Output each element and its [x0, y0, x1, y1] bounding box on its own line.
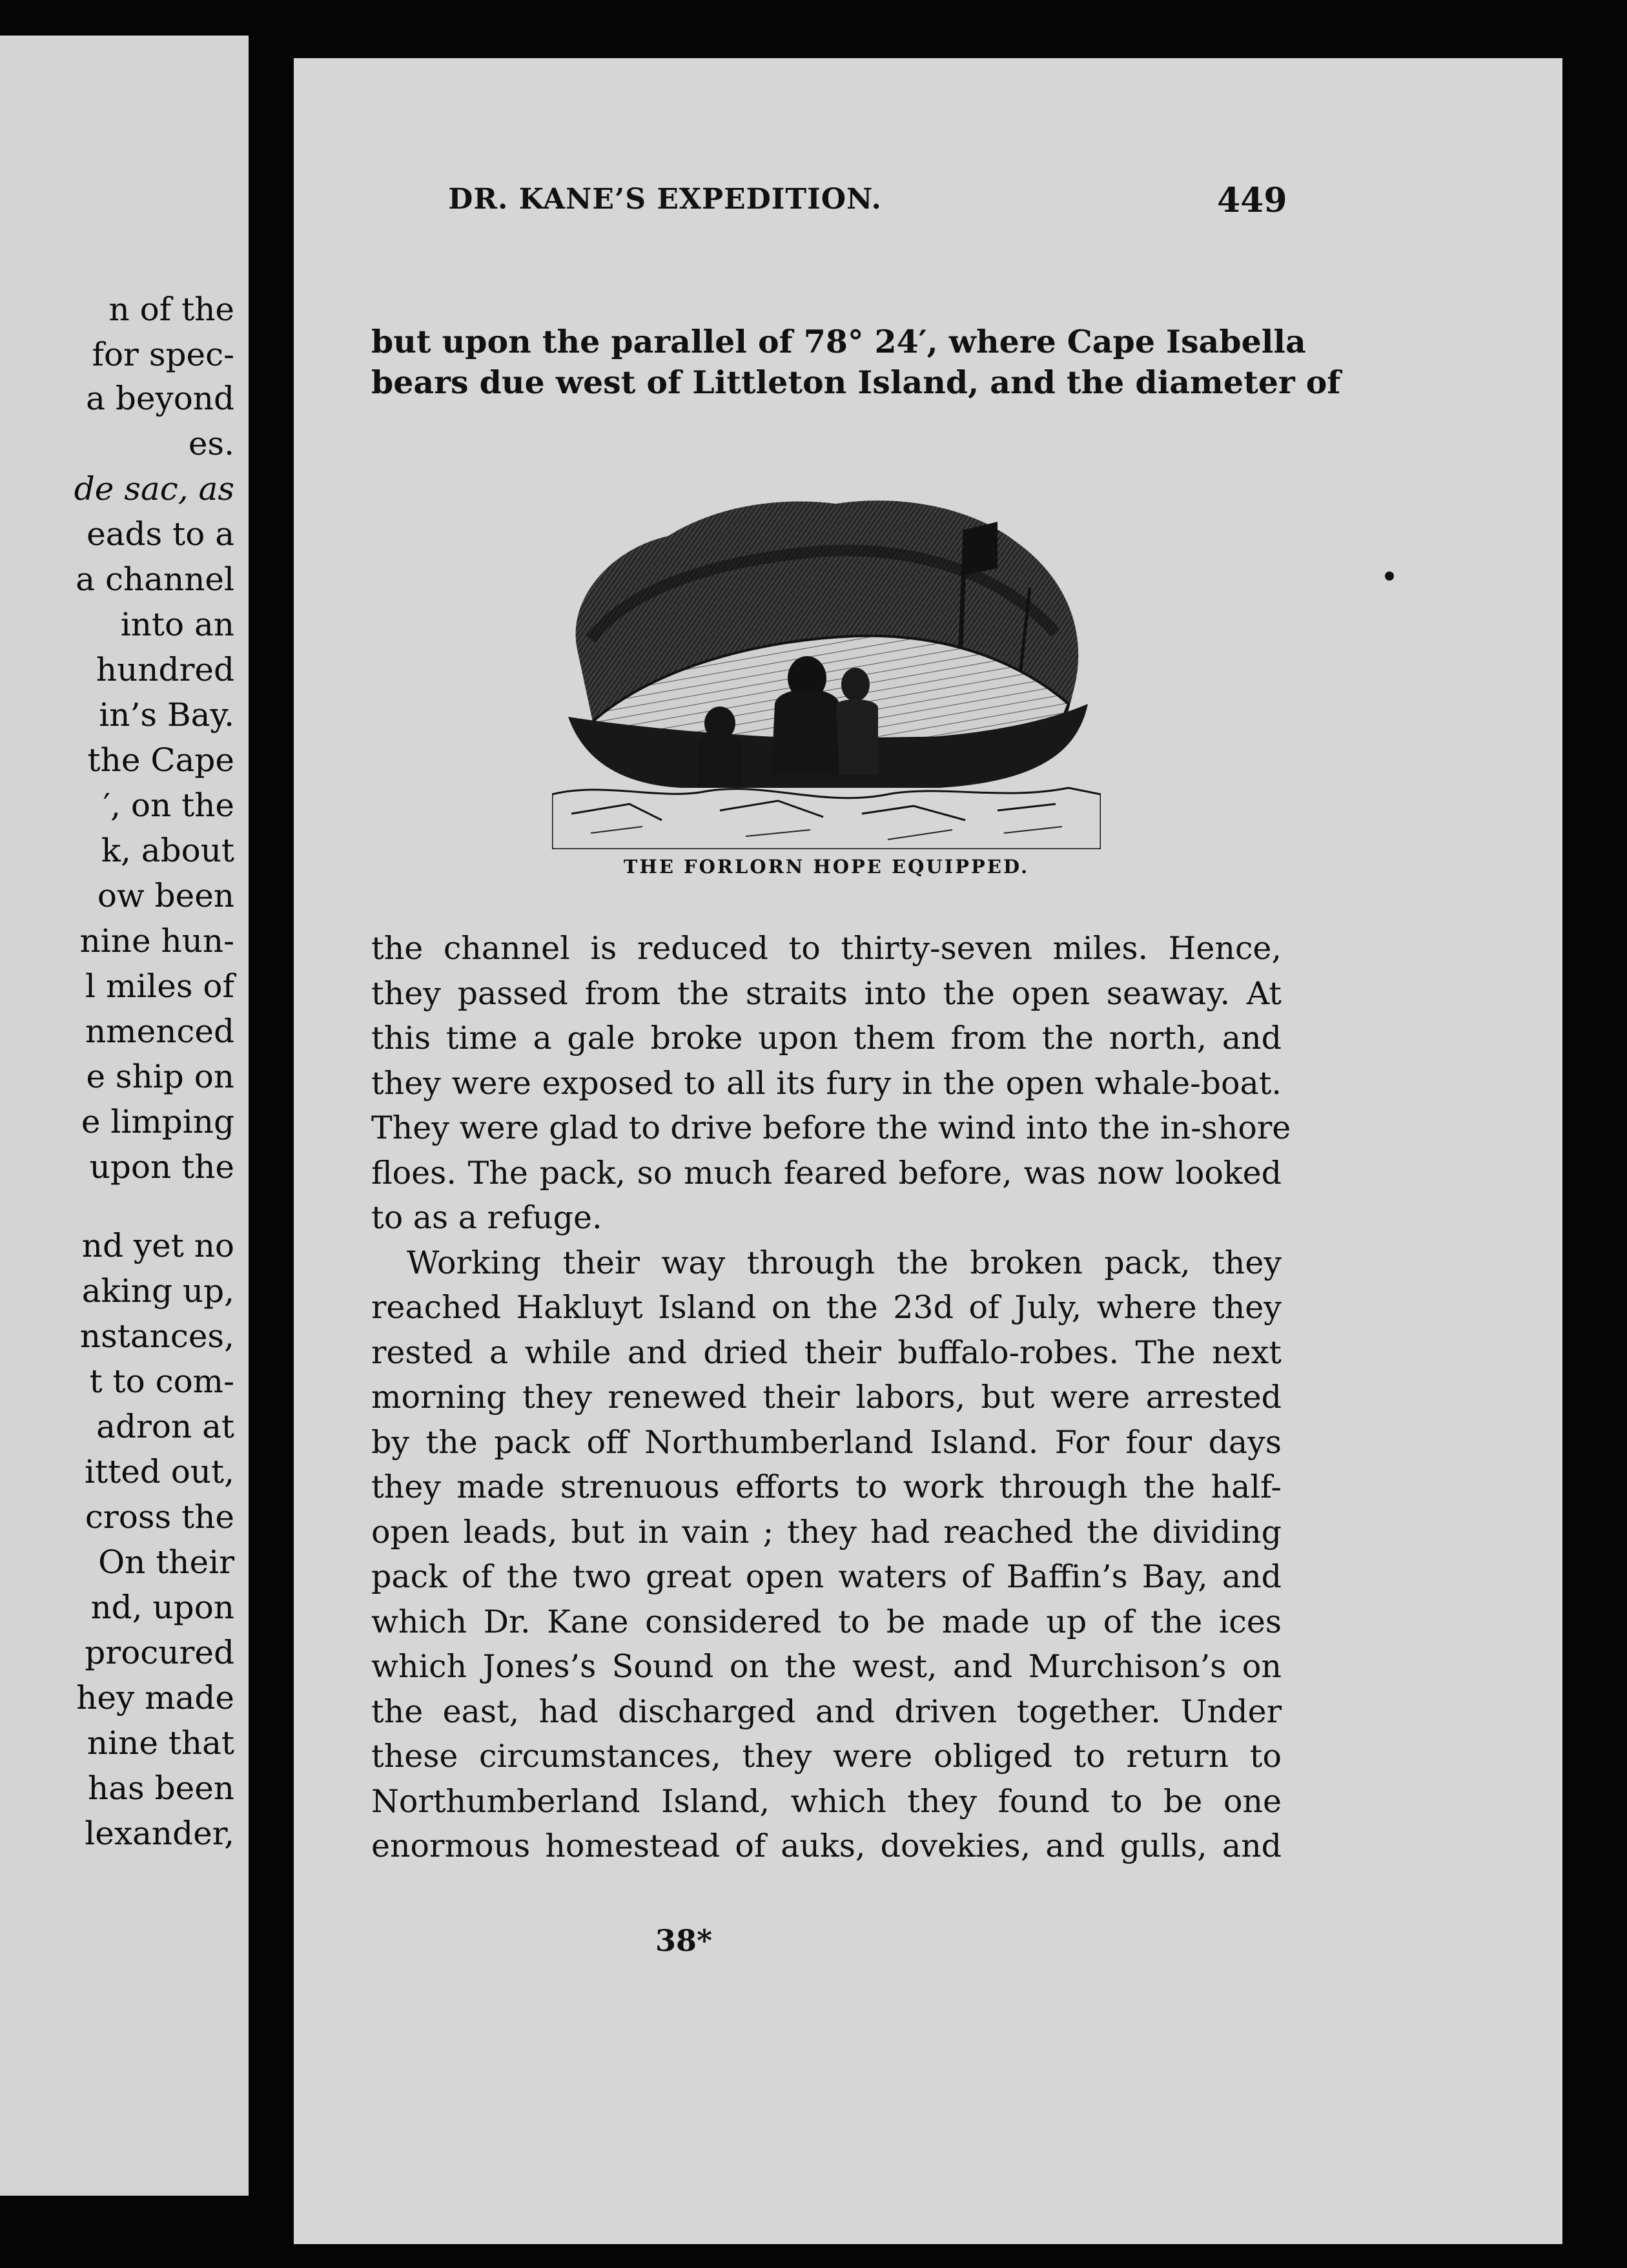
figure-caption: THE FORLORN HOPE EQUIPPED.: [623, 856, 1030, 878]
left-page-line: cross the: [85, 1498, 234, 1536]
left-page-line: t to com-: [89, 1363, 234, 1400]
body-line: by the pack off Northumberland Island. For four days: [371, 1424, 1282, 1461]
left-page-line: nd, upon: [90, 1589, 234, 1626]
left-page-line: k, about: [101, 832, 234, 869]
body-line: they passed from the straits into the open seaway. At: [371, 975, 1282, 1012]
body-line: the east, had discharged and driven together. Under: [371, 1693, 1282, 1730]
ink-speck: [1385, 572, 1394, 581]
body-line: to as a refuge.: [371, 1199, 602, 1236]
left-page-line: adron at: [96, 1408, 234, 1445]
signature-mark: 38*: [655, 1923, 713, 1958]
body-line: pack of the two great open waters of Baffin’s Bay, and: [371, 1558, 1282, 1595]
running-head: DR. KANE’S EXPEDITION.: [448, 183, 882, 216]
left-page-line: aking up,: [81, 1272, 234, 1310]
body-line: enormous homestead of auks, dovekies, and gulls, and: [371, 1828, 1282, 1864]
left-page-line: in’s Bay.: [99, 696, 234, 734]
body-line: reached Hakluyt Island on the 23d of July, where they: [371, 1289, 1282, 1326]
left-page-fragment: [0, 36, 249, 2196]
left-page-line: ow been: [97, 877, 234, 914]
left-page-line: ′, on the: [103, 787, 234, 824]
left-page-line: itted out,: [85, 1453, 234, 1490]
body-line: they were exposed to all its fury in the open whale-boat.: [371, 1065, 1282, 1102]
page-number: 449: [1217, 181, 1287, 220]
body-line: they made strenuous efforts to work through the half-: [371, 1469, 1282, 1505]
body-line: Working their way through the broken pack, they: [407, 1244, 1282, 1281]
left-page-line: es.: [188, 425, 234, 462]
left-page-line: nstances,: [79, 1317, 234, 1355]
left-page-line: nine hun-: [79, 922, 234, 960]
left-page-line: e limping: [81, 1103, 234, 1140]
left-page-line: into an: [120, 606, 234, 643]
body-line: morning they renewed their labors, but were arrested: [371, 1379, 1282, 1416]
body-line: Northumberland Island, which they found to be one: [371, 1783, 1282, 1820]
ice-foreground: [552, 788, 1101, 849]
left-page-line: l miles of: [85, 967, 234, 1005]
body-line: which Jones’s Sound on the west, and Murchison’s on: [371, 1648, 1282, 1685]
left-page-line: nmenced: [85, 1013, 234, 1050]
left-page-line: upon the: [89, 1148, 234, 1186]
left-page-line: has been: [88, 1769, 234, 1807]
left-page-line: hundred: [96, 651, 234, 688]
left-page-line: nd yet no: [81, 1227, 234, 1264]
left-page-line: de sac, as: [74, 470, 234, 508]
body-line: the channel is reduced to thirty-seven miles. Hence,: [371, 930, 1282, 967]
left-page-line: lexander,: [85, 1815, 234, 1852]
body-line: which Dr. Kane considered to be made up of the ices: [371, 1603, 1282, 1640]
body-line: these circumstances, they were obliged to return to: [371, 1738, 1282, 1775]
left-page-line: the Cape: [87, 741, 234, 779]
left-page-line: procured: [85, 1634, 234, 1671]
left-page-line: eads to a: [87, 515, 234, 553]
left-page-line: e ship on: [86, 1058, 234, 1095]
left-page-line: for spec-: [92, 336, 234, 373]
body-line: They were glad to drive before the wind into the in-shore: [371, 1109, 1291, 1146]
body-line-top-1: but upon the parallel of 78° 24′, where Cape Isabella: [371, 323, 1306, 360]
body-line: floes. The pack, so much feared before, was now looked: [371, 1155, 1282, 1191]
left-page-line: On their: [98, 1543, 234, 1581]
body-line: this time a gale broke upon them from the north, and: [371, 1020, 1282, 1057]
body-line: rested a while and dried their buffalo-robes. The next: [371, 1334, 1282, 1371]
left-page-line: a beyond: [86, 380, 234, 417]
body-line: open leads, but in vain ; they had reached the dividing: [371, 1514, 1282, 1551]
boat-engraving-illustration: [552, 491, 1101, 849]
body-line-top-2: bears due west of Littleton Island, and the diameter of: [371, 364, 1341, 401]
left-page-line: hey made: [76, 1679, 234, 1716]
left-page-line: nine that: [87, 1724, 234, 1762]
left-page-line: a channel: [76, 561, 234, 598]
left-page-line: n of the: [108, 291, 234, 328]
